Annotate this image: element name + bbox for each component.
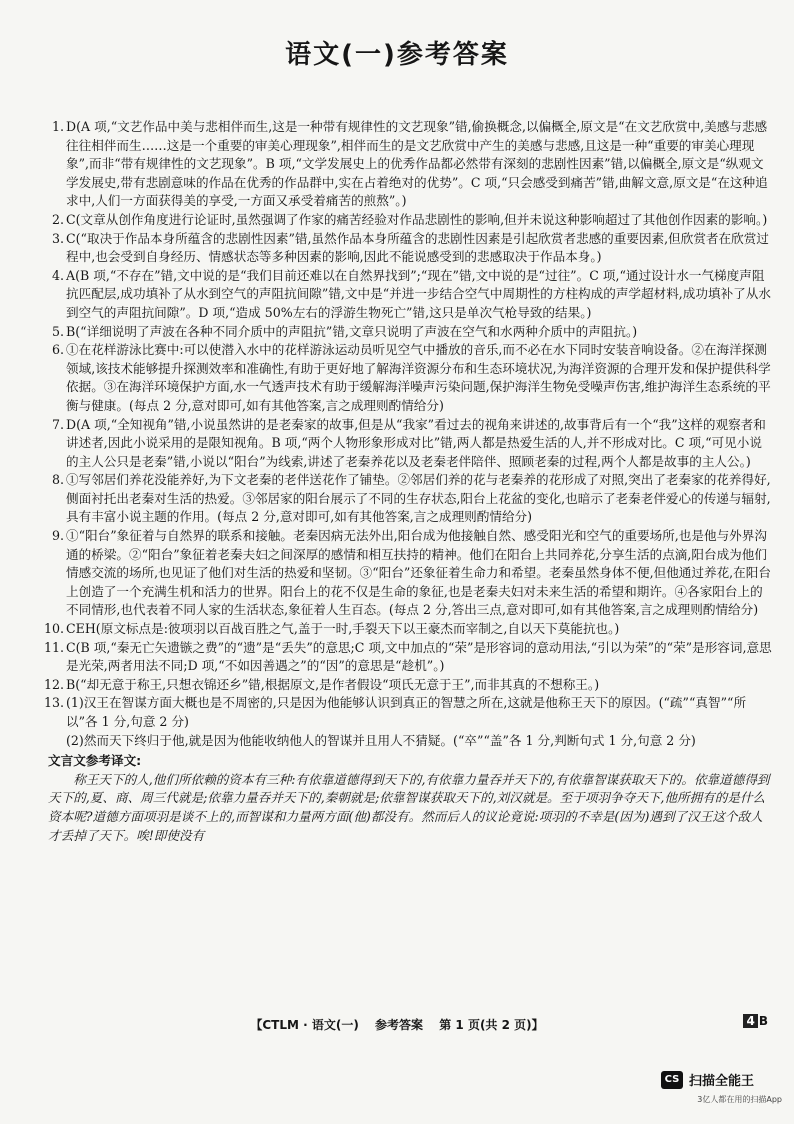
- footer-code: 【CTLM · 语文(一): [250, 1018, 359, 1032]
- answer-number: 10.: [43, 621, 64, 637]
- answer-number: 4.: [51, 267, 64, 283]
- answer-item: [40, 211, 772, 230]
- answer-number: 7.: [51, 416, 64, 432]
- version-badge: [743, 1014, 768, 1028]
- translation-heading: 文言文参考译文:: [48, 753, 142, 769]
- answer-text: CEH(原文标点是:彼项羽以百战百胜之气,盖于一时,手裂天下以王豪杰而宰制之,自以天下莫能抗也。): [66, 621, 620, 637]
- answer-number: 8.: [51, 472, 64, 488]
- answer-item: [40, 416, 772, 472]
- answer-text: C(B 项,“秦无亡矢遗镞之费”的“遗”是“丢失”的意思;C 项,文中加点的“荣”是形容词的意动用法,“引以为荣”的“荣”是形容词,意思是光荣,两者用法不同;D 项,“不如因善遇之”的“因”的意思是“趁机”。): [66, 639, 772, 674]
- camscanner-logo-icon: CS: [661, 1071, 683, 1089]
- scanner-tagline: 3亿人都在用的扫描App: [697, 1095, 782, 1104]
- answer-number: 5.: [51, 323, 64, 339]
- answer-item: [40, 676, 772, 695]
- answer-item: [40, 527, 772, 620]
- answer-item: [40, 230, 772, 267]
- answer-text: ①“阳台”象征着与自然界的联系和接触。老秦因病无法外出,阳台成为他接触自然、感受阳光和空气的重要场所,也是他与外界沟通的桥梁。②“阳台”象征着老秦夫妇之间深厚的感情和相互扶持的精神。他们在阳台上共同养花,分享生活的点滴,阳台成为他们情感交流的场所,也见证了他们对生活的热爱和坚韧。③“阳台”还象征着生命力和希望。老秦虽然身体不便,但他通过养花,在阳台上创造了一个充满生机和活力的世界。阳台上的花不仅是生命的象征,也是老秦夫妇对未来生活的希望和期许。④各家阳台上的不同情形,也代表着不同人家的生活状态,象征着人生百态。(每点 2 分,答出三点,意对即可,如有其他答案,言之成理则酌情给分): [66, 528, 771, 618]
- version-badge-box: 4: [743, 1014, 757, 1028]
- page-footer: [0, 1016, 794, 1033]
- answer-number: 3.: [51, 230, 64, 246]
- answer-number: 11.: [43, 639, 64, 655]
- answer-text: C(“取决于作品本身所蕴含的悲剧性因素”错,虽然作品本身所蕴含的悲剧性因素是引起欣赏者悲感的重要因素,但欣赏者在欣赏过程中,也会受到自身经历、情感状态等多种因素的影响,因此不能说感受到的悲感取决于作品本身。): [66, 230, 769, 265]
- answer-number: 9.: [51, 528, 64, 544]
- answer-item: [40, 341, 772, 415]
- answer-item: [40, 639, 772, 676]
- scanner-watermark: [661, 1070, 754, 1089]
- answer-text: B(“却无意于称王,只想衣锦还乡”错,根据原文,是作者假设“项氏无意于王”,而非其真的不想称王。): [66, 676, 600, 692]
- answer-number: 2.: [51, 211, 64, 227]
- answer-text: (1)汉王在智谋方面大概也是不周密的,只是因为他能够认识到真正的智慧之所在,这就是他称王天下的原因。(“疏”“真智”“所以”各 1 分,句意 2 分): [66, 695, 747, 729]
- answer-item: [40, 118, 772, 211]
- answer-item: [40, 694, 772, 750]
- answer-number: 13.: [43, 695, 64, 711]
- answer-item: [40, 267, 772, 323]
- answer-item: [40, 620, 772, 639]
- answer-text: D(A 项,“全知视角”错,小说虽然讲的是老秦家的故事,但是从“我家”看过去的视角来讲述的,故事背后有一个“我”这样的观察者和讲述者,因此小说采用的是限知视角。B 项,“两个人物形象形成对比”错,两人都是热爱生活的人,并不形成对比。C 项,“可见小说的主人公只是老秦”错,小说以“阳台”为线索,讲述了老秦养花以及老秦老伴陪伴、照顾老秦的过程,两个人都是故事的主人公。): [66, 416, 766, 469]
- answer-number: 1.: [51, 119, 64, 134]
- footer-page-number: 第 1 页(共 2 页)】: [439, 1018, 544, 1032]
- answer-item: [40, 471, 772, 527]
- answer-text: ①在花样游泳比赛中:可以使潜入水中的花样游泳运动员听见空气中播放的音乐,而不必在水下同时安装音响设备。②在海洋探测领域,该技术能够提升探测效率和准确性,有助于更好地了解海洋资源分布和生态环境状况,为海洋资源的合理开发和保护提供科学依据。③在海洋环境保护方面,水一气透声技术有助于缓解海洋噪声污染问题,保护海洋生物免受噪声伤害,维护海洋生态系统的平衡与健康。(每点 2 分,意对即可,如有其他答案,言之成理则酌情给分): [66, 342, 771, 413]
- footer-label: 参考答案: [375, 1018, 424, 1032]
- answer-text: D(A 项,“文艺作品中美与悲相伴而生,这是一种带有规律性的文艺现象”错,偷换概念,以偏概全,原文是“在文艺欣赏中,美感与悲感往往相伴而生……这是一个重要的审美心理现象”,相伴而生的是文艺欣赏中产生的美感与悲感,且这是一种“重要的审美心理现象”,而非“带有规律性的文艺现象”。B 项,“文学发展史上的优秀作品都必然带有深刻的悲剧性因素”错,以偏概全,原文是“纵观文学发展史,带有悲剧意味的作品在优秀的作品群中,实在占着绝对的优势”。C 项,“只会感受到痛苦”错,曲解文意,原文是“在这种追求中,人们一方面获得美的享受,一方面又承受着痛苦的煎熬”。): [66, 119, 768, 209]
- answer-subtext: (2)然而天下终归于他,就是因为他能收纳他人的智谋并且用人不猜疑。(“卒”“盖”各 1 分,判断句式 1 分,句意 2 分): [66, 732, 696, 748]
- answer-item: [40, 323, 772, 342]
- answer-list: [40, 118, 772, 845]
- answer-number: 12.: [43, 676, 64, 692]
- answer-text: A(B 项,“不存在”错,文中说的是“我们目前还难以在自然界找到”;“现在”错,文中说的是“过往”。C 项,“通过设计水一气梯度声阻抗匹配层,成功填补了从水到空气的声阻抗间隙”错,文中是“并进一步结合空气中周期性的方柱构成的声学超材料,成功填补了从水到空气的声阻抗间隙”。D 项,“造成 50%左右的浮游生物死亡”错,这只是单次气枪导致的结果。): [66, 267, 771, 320]
- page-title: 语文(一)参考答案: [285, 40, 509, 70]
- answer-text: C(文章从创作角度进行论证时,虽然强调了作家的痛苦经验对作品悲剧性的影响,但并未说这种影响超过了其他创作因素的影响。): [66, 211, 768, 227]
- translation-text: 称王天下的人,他们所依赖的资本有三种:有依靠道德得到天下的,有依靠力量吞并天下的,有依靠智谋获取天下的。依靠道德得到天下的,夏、商、周三代就是;依靠力量吞并天下的,秦朝就是;依靠智谋获取天下的,刘汉就是。至于项羽争夺天下,他所拥有的是什么资本呢?道德方面项羽是谈不上的,而智谋和力量两方面(他)都没有。然而后人的议论竟说:项羽的不幸是(因为)遇到了汉王这个敌人才丢掉了天下。唉!即使没有: [48, 771, 770, 843]
- version-badge-letter: B: [758, 1014, 768, 1028]
- answer-number: 6.: [51, 342, 64, 358]
- scanner-brand-name: 扫描全能王: [688, 1074, 754, 1089]
- answer-text: ①写邻居们养花没能养好,为下文老秦的老伴送花作了铺垫。②邻居们养的花与老秦养的花形成了对照,突出了老秦家的花养得好,侧面衬托出老秦对生活的热爱。③邻居家的阳台展示了不同的生存状态,阳台上花盆的变化,也暗示了老秦老伴爱心的传递与辐射,具有丰富小说主题的作用。(每点 2 分,意对即可,如有其他答案,言之成理则酌情给分): [66, 472, 771, 525]
- answer-text: B(“详细说明了声波在各种不同介质中的声阻抗”错,文章只说明了声波在空气和水两种介质中的声阻抗。): [66, 323, 638, 339]
